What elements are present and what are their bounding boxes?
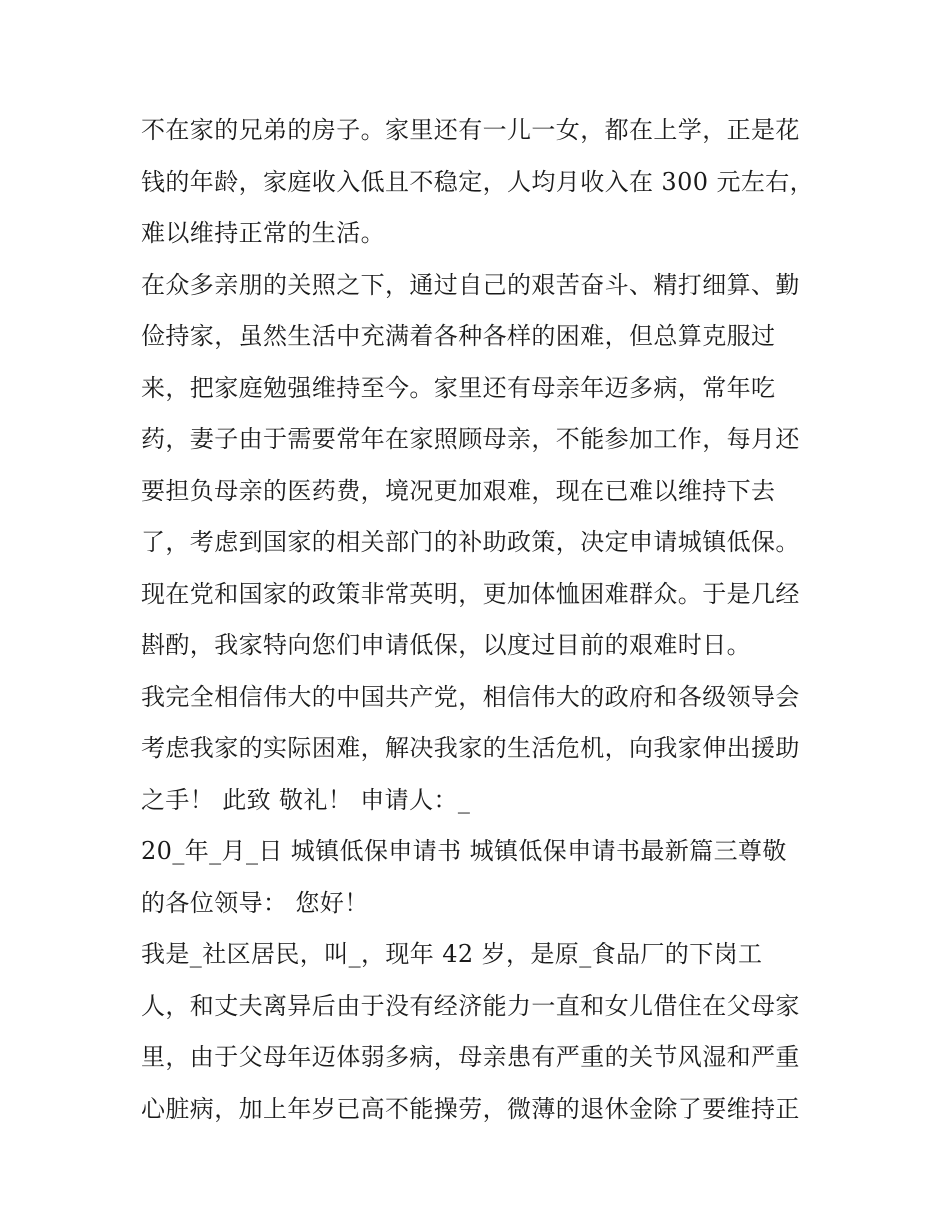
text-line: 人，和丈夫离异后由于没有经济能力一直和女儿借住在父母家 [141, 991, 800, 1020]
text-line: 里，由于父母年迈体弱多病，母亲患有严重的关节风湿和严重 [141, 1043, 800, 1071]
text-line: 现在党和国家的政策非常英明，更加体恤困难群众。于是几经 [141, 579, 800, 608]
text-line: 不在家的兄弟的房子。家里还有一儿一女，都在上学，正是花 [141, 116, 800, 144]
text-line: 斟酌，我家特向您们申请低保，以度过目前的艰难时日。 [141, 631, 751, 659]
text-line: 之手！ 此致 敬礼！ 申请人：_ [141, 785, 471, 814]
text-line: 我是_社区居民，叫_，现年 42 岁，是原_食品厂的下岗工 [141, 940, 763, 968]
text-line: 钱的年龄，家庭收入低且不稳定，人均月收入在 300 元左右， [141, 167, 815, 196]
text-line: 了，考虑到国家的相关部门的补助政策，决定申请城镇低保。 [141, 528, 800, 556]
text-line: 考虑我家的实际困难，解决我家的生活危机，向我家伸出援助 [141, 734, 800, 762]
text-line: 心脏病，加上年岁已高不能操劳，微薄的退休金除了要维持正 [141, 1094, 800, 1123]
text-line: 药，妻子由于需要常年在家照顾母亲，不能参加工作，每月还 [141, 425, 800, 453]
text-line: 来，把家庭勉强维持至今。家里还有母亲年迈多病，常年吃 [141, 373, 776, 402]
text-line: 的各位领导： 您好！ [141, 888, 369, 917]
text-line: 难以维持正常的生活。 [141, 219, 385, 247]
text-line: 20_年_月_日 城镇低保申请书 城镇低保申请书最新篇三尊敬 [141, 837, 787, 865]
body-text [141, 105, 821, 1135]
text-line: 在众多亲朋的关照之下，通过自己的艰苦奋斗、精打细算、勤 [141, 270, 800, 299]
text-line: 我完全相信伟大的中国共产党，相信伟大的政府和各级领导会 [141, 682, 800, 711]
text-line: 要担负母亲的医药费，境况更加艰难，现在已难以维持下去 [141, 476, 776, 505]
text-line: 俭持家，虽然生活中充满着各种各样的困难，但总算克服过 [141, 322, 776, 350]
